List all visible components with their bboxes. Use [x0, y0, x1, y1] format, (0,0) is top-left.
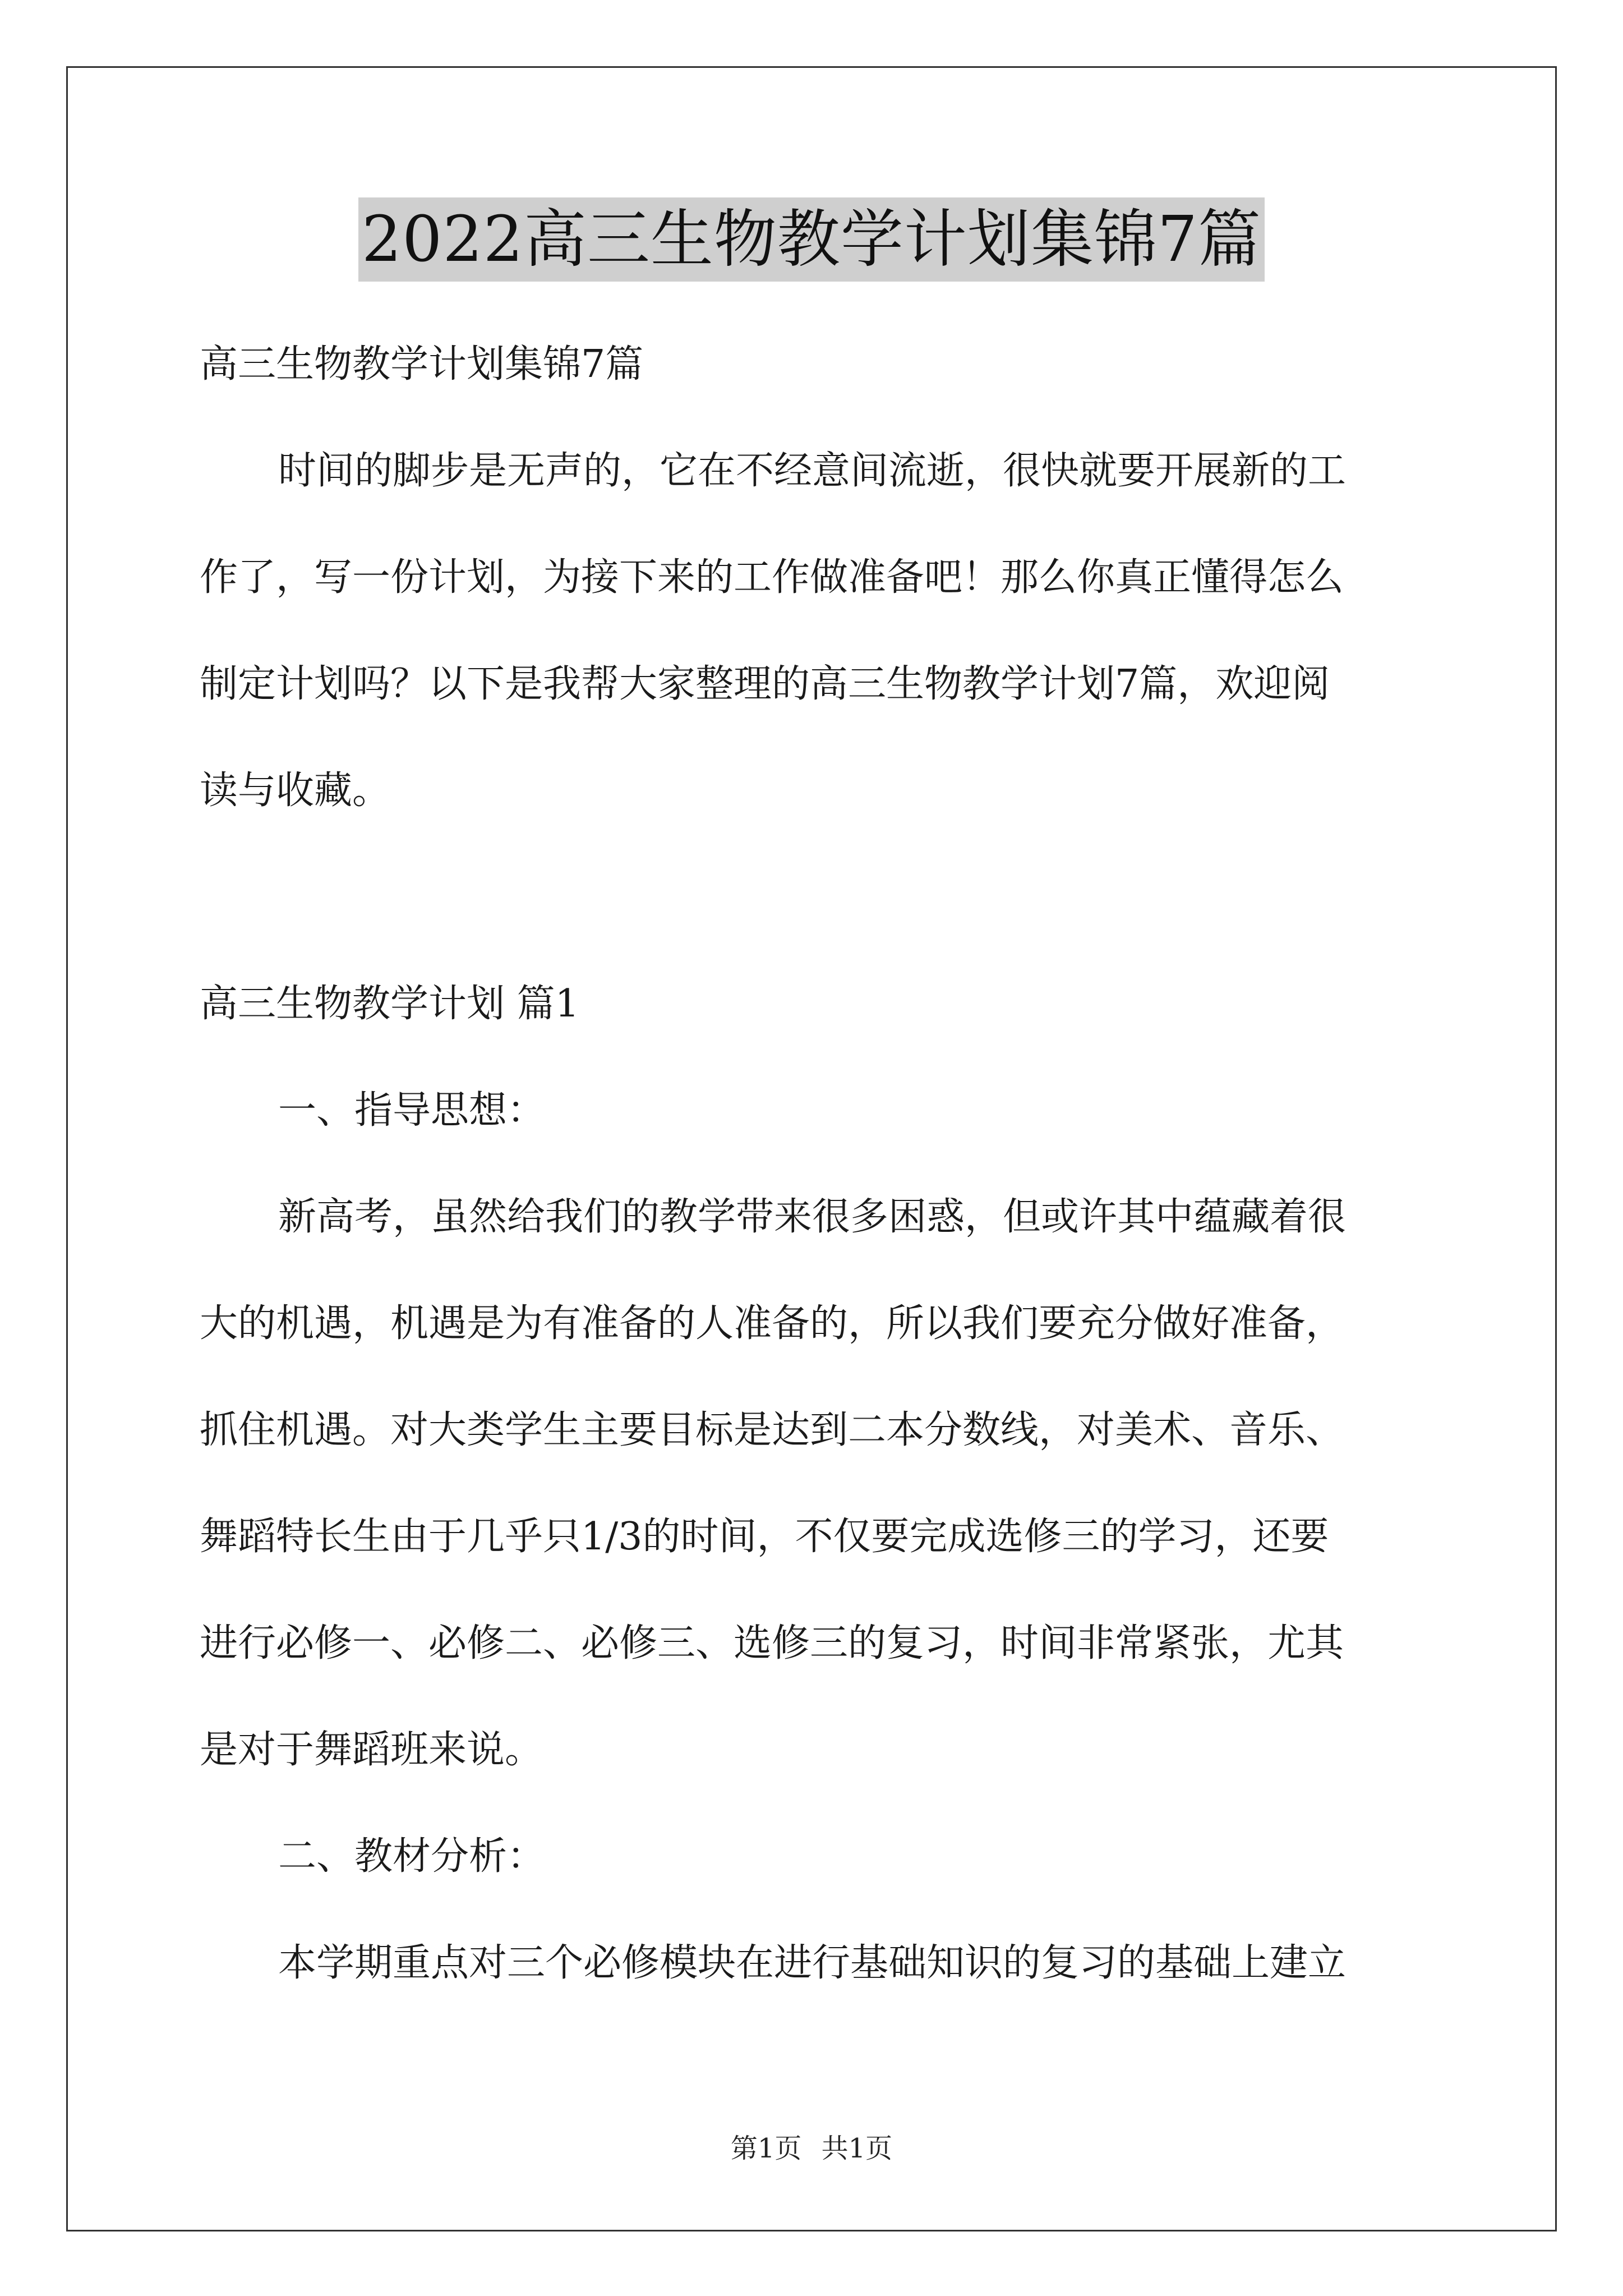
paragraph-line: 是对于舞蹈班来说。 — [200, 1728, 543, 1772]
paragraph-line: 大的机遇，机遇是为有准备的人准备的，所以我们要充分做好准备， — [200, 1301, 1344, 1346]
document-body — [200, 311, 1428, 2017]
paragraph-line: 读与收藏。 — [200, 769, 391, 813]
paragraph-line: 新高考，虽然给我们的教学带来很多困惑，但或许其中蕴藏着很 — [278, 1195, 1347, 1239]
section-heading: 高三生物教学计划 篇1 — [200, 982, 579, 1026]
page-number: 第1页 — [730, 2133, 802, 2164]
paragraph-line: 本学期重点对三个必修模块在进行基础知识的复习的基础上建立 — [278, 1941, 1347, 1985]
paragraph-line: 舞蹈特长生由于几乎只1/3的时间，不仅要完成选修三的学习，还要 — [200, 1515, 1329, 1559]
page-footer — [0, 2132, 1623, 2165]
document-title: 2022高三生物教学计划集锦7篇 — [358, 197, 1265, 282]
title-container — [0, 197, 1623, 282]
paragraph-line: 抓住机遇。对大类学生主要目标是达到二本分数线，对美术、音乐、 — [200, 1408, 1344, 1452]
paragraph-line: 作了，写一份计划，为接下来的工作做准备吧！那么你真正懂得怎么 — [200, 555, 1344, 600]
paragraph-line: 时间的脚步是无声的，它在不经意间流逝，很快就要开展新的工 — [278, 449, 1347, 493]
blank-line — [200, 844, 1428, 951]
page-total: 共1页 — [821, 2133, 893, 2164]
subtitle-line: 高三生物教学计划集锦7篇 — [200, 342, 644, 386]
paragraph-line: 制定计划吗？以下是我帮大家整理的高三生物教学计划7篇，欢迎阅 — [200, 662, 1330, 706]
paragraph-line: 进行必修一、必修二、必修三、选修三的复习，时间非常紧张，尤其 — [200, 1621, 1344, 1665]
subsection-heading: 一、指导思想： — [278, 1088, 546, 1133]
subsection-heading: 二、教材分析： — [278, 1834, 546, 1879]
